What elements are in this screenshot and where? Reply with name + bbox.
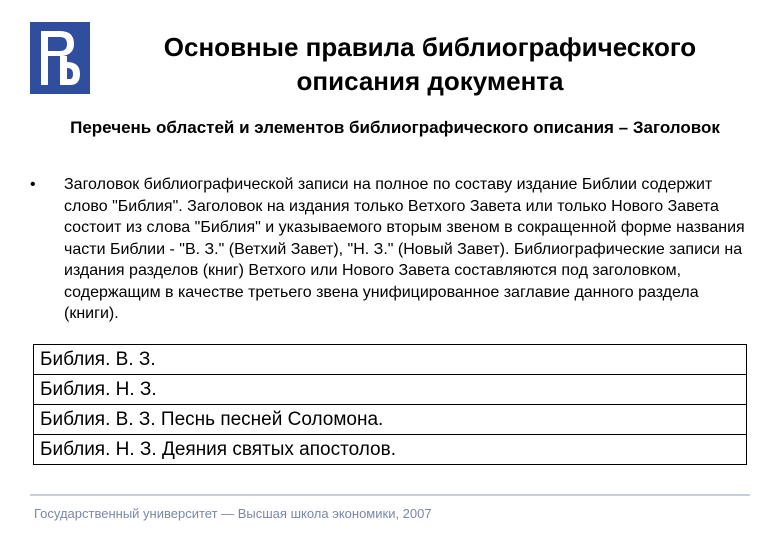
table-cell: Библия. В. З. Песнь песней Соломона.	[34, 405, 747, 435]
examples-table	[33, 344, 747, 465]
hse-logo-icon	[30, 22, 90, 94]
bullet-icon: •	[30, 176, 36, 193]
bullet-text: Заголовок библиографической записи на полное по составу издание Библии содержит слово "Библия". Заголовок на издания только Ветхого Завета или только Нового Завета состоит из слова "Библия" и указываемого вторым звеном в сокращенной форме названия части Библии - "В. З." (Ветхий Завет), "Н. З." (Новый Завет). Библиографические записи на издания разделов (книг) Ветхого или Нового Завета составляются под заголовком, содержащим в качестве третьего звена унифицированное заглавие данного раздела (книги).	[64, 176, 745, 322]
table-row	[34, 375, 747, 405]
table-cell: Библия. Н. З. Деяния святых апостолов.	[34, 435, 747, 465]
bullet-item	[30, 174, 750, 325]
footer-text: Государственный университет — Высшая школа экономики, 2007	[34, 506, 432, 521]
section-subtitle: Перечень областей и элементов библиографического описания – Заголовок	[70, 118, 720, 137]
footer-divider	[30, 494, 750, 496]
table-cell: Библия. Н. З.	[34, 375, 747, 405]
page-title: Основные правила библиографического описания документа	[163, 32, 697, 96]
table-row	[34, 345, 747, 375]
table-row	[34, 435, 747, 465]
table-cell: Библия. В. З.	[34, 345, 747, 375]
table-row	[34, 405, 747, 435]
